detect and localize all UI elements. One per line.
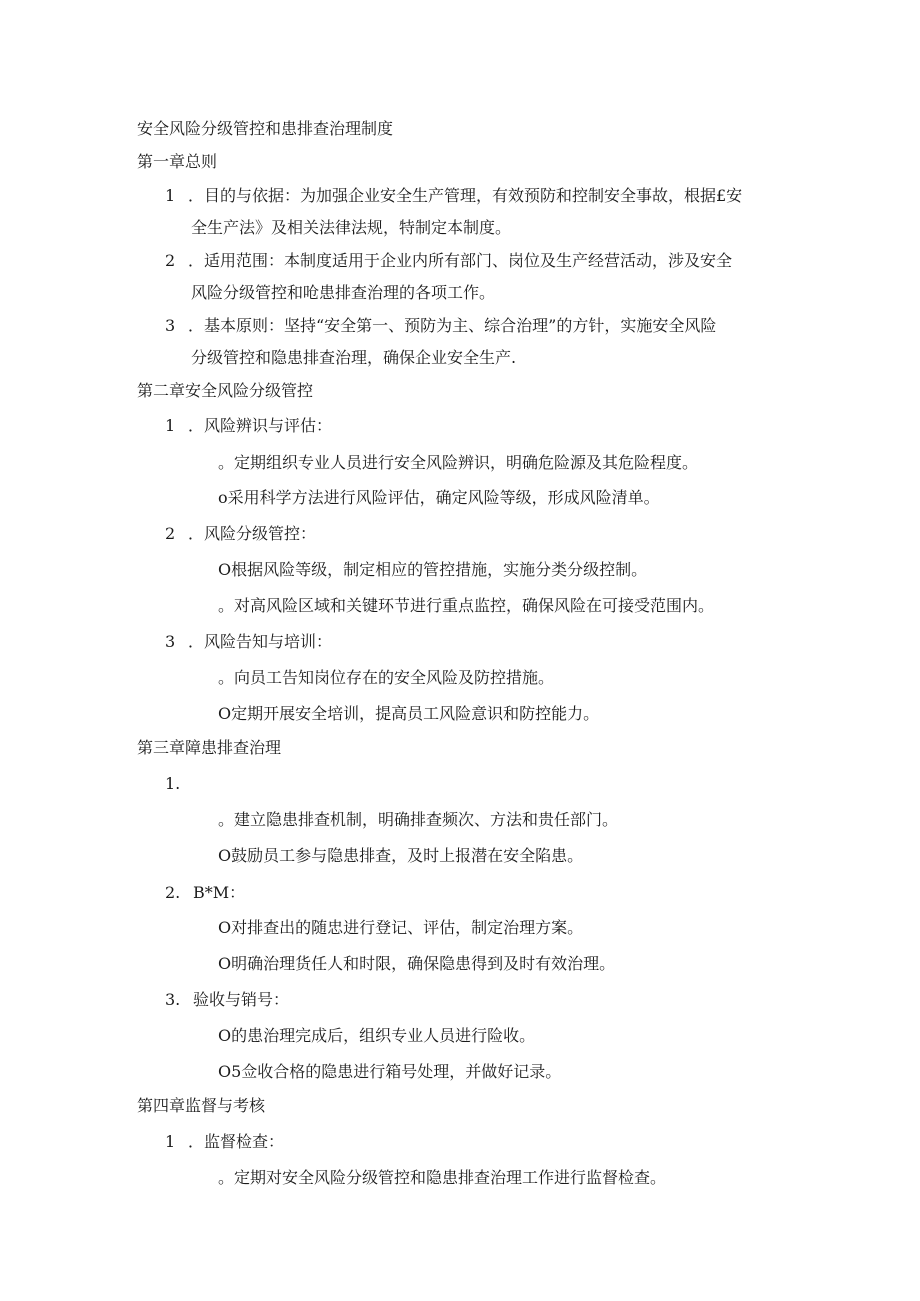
sub-item: 。对高风险区域和关键环节进行重点监控，确保风险在可接受范围内。 [218, 596, 715, 615]
sub-item: O根据风险等级，制定相应的管控措施，实施分类分级控制。 [218, 560, 648, 579]
item-label: ．监督检查： [188, 1132, 285, 1151]
item-number: 1 [165, 1132, 176, 1151]
sub-item: 。定期组织专业人员进行安全风险辨识，明确危险源及其危险程度。 [218, 453, 699, 472]
paragraph-line: 全生产法》及相关法律法规，特制定本制度。 [191, 218, 512, 237]
sub-item: 。定期对安全风险分级管控和隐患排查治理工作进行监督检查。 [218, 1168, 667, 1187]
item-label: ．风险告知与培训： [188, 632, 333, 651]
item-label: 验收与销号： [193, 990, 290, 1009]
sub-item: 。建立隐患排查机制，明确排查频次、方法和贵任部门。 [218, 810, 619, 829]
item-number: 3 [165, 316, 176, 335]
item-number: 3 [165, 632, 176, 651]
chapter-heading: 第一章总则 [137, 152, 218, 171]
paragraph-line: ．基本原则：坚持“安全第一、预防为主、综合治理”的方针，实施安全风险 [188, 316, 717, 335]
item-number: 2. [165, 883, 181, 902]
item-label: B*M： [193, 883, 246, 902]
sub-item: O定期开展安全培训，提高员工风险意识和防控能力。 [218, 704, 600, 723]
sub-item: O5佥收合格的隐患进行箱号处理，并做好记录。 [218, 1062, 562, 1081]
item-number: 1. [165, 774, 181, 793]
item-number: 2 [165, 524, 176, 543]
item-number: 3. [165, 990, 181, 1009]
chapter-heading: 第三章障患排查治理 [137, 738, 282, 757]
sub-item: O鼓励员工参与隐患排查，及时上报潜在安全陷患。 [218, 846, 584, 865]
item-label: ．风险辨识与评估： [188, 416, 333, 435]
item-number: 2 [165, 251, 176, 270]
sub-item: o采用科学方法进行风险评估，确定风险等级，形成风险清单。 [218, 488, 660, 507]
paragraph-line: 分级管控和隐患排查治理，确保企业安全生产. [191, 348, 517, 367]
document-title: 安全风险分级管控和患排查治理制度 [137, 119, 394, 138]
sub-item: 。向员工告知岗位存在的安全风险及防控措施。 [218, 668, 555, 687]
item-number: 1 [165, 416, 176, 435]
chapter-heading: 第四章监督与考核 [137, 1096, 266, 1115]
chapter-heading: 第二章安全风险分级管控 [137, 381, 314, 400]
item-label: ．风险分级管控： [188, 524, 317, 543]
paragraph-line: 风险分级管控和呛患排查治理的各项工作。 [191, 283, 496, 302]
paragraph-line: ．目的与依据：为加强企业安全生产管理，有效预防和控制安全事故，根据£安 [188, 186, 743, 205]
sub-item: O的患治理完成后，组织专业人员进行险收。 [218, 1026, 536, 1045]
item-number: 1 [165, 186, 176, 205]
paragraph-line: ．适用范围：本制度适用于企业内所有部门、岗位及生产经营活动，涉及安全 [188, 251, 733, 270]
sub-item: O对排查出的随忠进行登记、评估，制定治理方案。 [218, 918, 584, 937]
sub-item: O明确治理货任人和时限，确保隐患得到及时有效治理。 [218, 954, 616, 973]
